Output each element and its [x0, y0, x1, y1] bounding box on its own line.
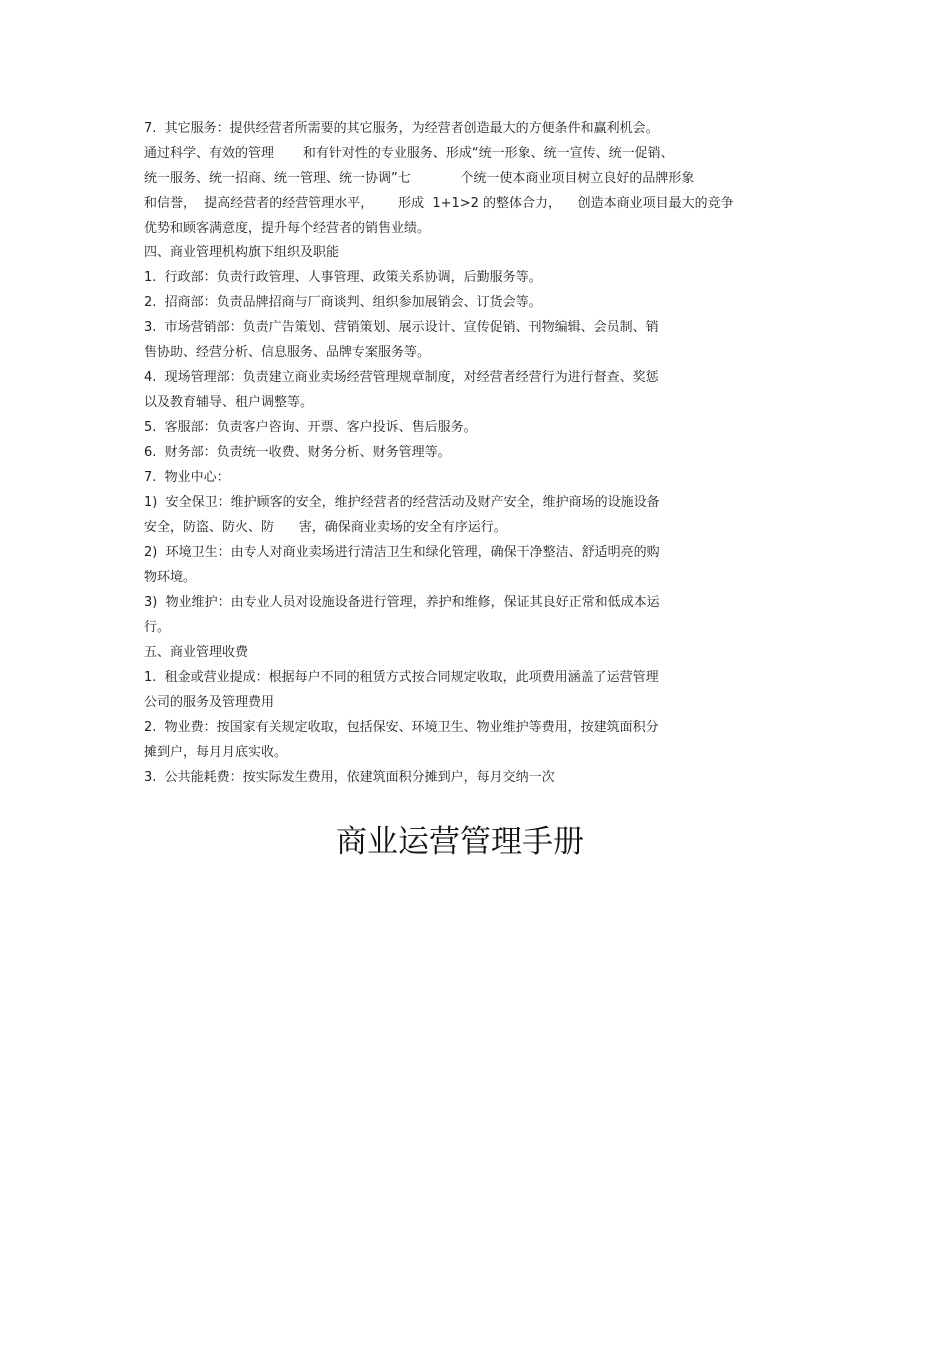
- list-item: 7. 物业中心：: [144, 470, 230, 485]
- section-heading: 四、商业管理机构旗下组织及职能: [144, 245, 340, 260]
- document-title: 商业运营管理手册: [336, 824, 584, 860]
- text-line: 优势和顾客满意度，提升每个经营者的销售业绩。: [144, 221, 431, 236]
- list-item: 2. 招商部：负责品牌招商与厂商谈判、组织参加展销会、订货会等。: [144, 295, 542, 310]
- list-item: 3. 市场营销部：负责广告策划、营销策划、展示设计、宣传促销、刊物编辑、会员制、销: [144, 320, 659, 335]
- text-line: 售协助、经营分析、信息服务、品牌专案服务等。: [144, 345, 431, 360]
- text-line: 7. 其它服务：提供经营者所需要的其它服务，为经营者创造最大的方便条件和赢利机会。: [144, 121, 659, 136]
- text-line: 和信誉， 提高经营者的经营管理水平， 形成 1+1>2 的整体合力， 创造本商业项目最大的竞争: [144, 196, 734, 211]
- list-item: 5. 客服部：负责客户咨询、开票、客户投诉、售后服务。: [144, 420, 477, 435]
- list-item: 1. 租金或营业提成：根据每户不同的租赁方式按合同规定收取，此项费用涵盖了运营管理: [144, 670, 659, 685]
- text-line: 行。: [144, 620, 171, 635]
- list-item: 3. 公共能耗费：按实际发生费用，依建筑面积分摊到户，每月交纳一次: [144, 770, 555, 785]
- list-item: 1) 安全保卫：维护顾客的安全，维护经营者的经营活动及财产安全，维护商场的设施设备: [144, 495, 660, 510]
- list-item: 2) 环境卫生：由专人对商业卖场进行清洁卫生和绿化管理，确保干净整洁、舒适明亮的购: [144, 545, 660, 560]
- text-line: 统一服务、统一招商、统一管理、统一协调”七 个统一使本商业项目树立良好的品牌形象: [144, 171, 695, 186]
- text-line: 通过科学、有效的管理 和有针对性的专业服务、形成“统一形象、统一宣传、统一促销、: [144, 146, 674, 161]
- text-line: 物环境。: [144, 570, 197, 585]
- list-item: 6. 财务部：负责统一收费、财务分析、财务管理等。: [144, 445, 451, 460]
- section-heading: 五、商业管理收费: [144, 645, 249, 660]
- list-item: 4. 现场管理部：负责建立商业卖场经营管理规章制度，对经营者经营行为进行督查、奖惩: [144, 370, 659, 385]
- list-item: 2. 物业费：按国家有关规定收取，包括保安、环境卫生、物业维护等费用，按建筑面积分: [144, 720, 659, 735]
- text-line: 公司的服务及管理费用: [144, 695, 275, 710]
- text-line: 摊到户，每月月底实收。: [144, 745, 288, 760]
- list-item: 1. 行政部：负责行政管理、人事管理、政策关系协调，后勤服务等。: [144, 270, 542, 285]
- list-item: 3) 物业维护：由专业人员对设施设备进行管理，养护和维修，保证其良好正常和低成本运: [144, 595, 660, 610]
- text-line: 安全，防盗、防火、防 害，确保商业卖场的安全有序运行。: [144, 520, 507, 535]
- text-line: 以及教育辅导、租户调整等。: [144, 395, 314, 410]
